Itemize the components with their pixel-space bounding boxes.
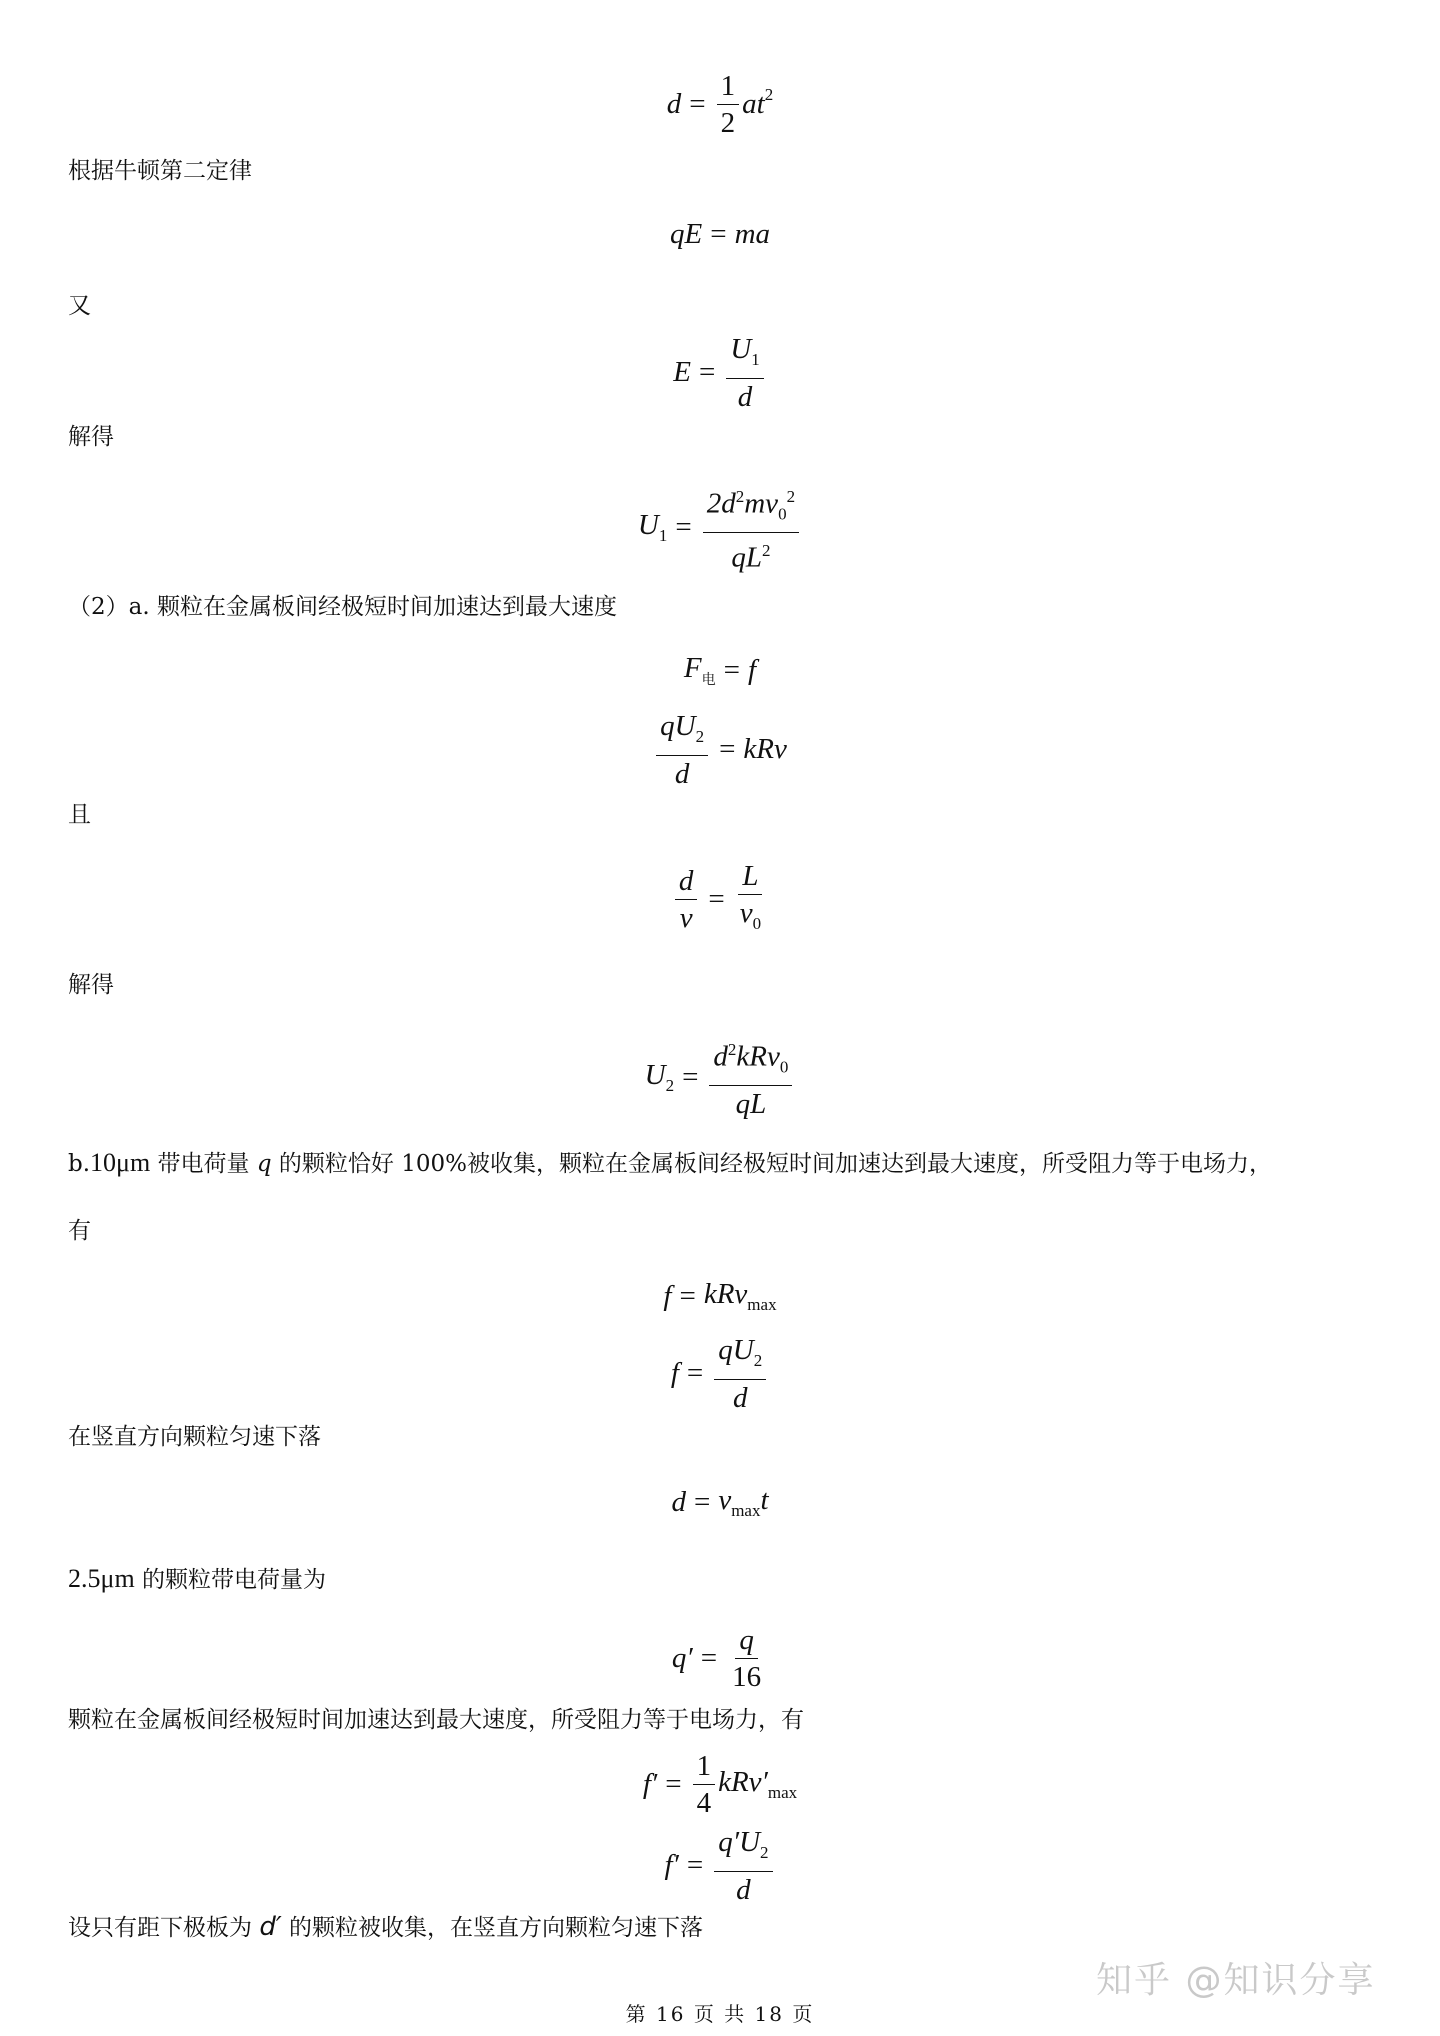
text-collected-particles: 设只有距下极板为 d′ 的颗粒被收集，在竖直方向颗粒匀速下落: [68, 1912, 704, 1942]
text-particle-acceleration: 颗粒在金属板间经极短时间加速达到最大速度，所受阻力等于电场力，有: [68, 1707, 804, 1733]
equation-f-prime-qu2: f′ = $\frac{q'U_2}{d}$: [0, 1826, 1440, 1906]
page-footer: 第 16 页 共 18 页: [625, 2002, 815, 2026]
equation-f-qu2: f = $\frac{qU_2}{d}$: [0, 1334, 1440, 1414]
text-small-particle: 2.5μm 的颗粒带电荷量为: [68, 1564, 326, 1593]
text-part-2a: （2）a. 颗粒在金属板间经极短时间加速达到最大速度: [68, 594, 617, 620]
text-newton-law: 根据牛顿第二定律: [68, 158, 252, 184]
zhihu-watermark: 知乎 @知识分享: [1096, 1960, 1376, 2001]
text-part-b: b.10μm 带电荷量 q 的颗粒恰好 100%被收集，颗粒在金属板间经极短时间加速达到最大速度，所受阻力等于电场力，: [68, 1148, 1272, 1177]
text-qie: 且: [68, 802, 91, 828]
equation-newton: qE = ma: [669, 218, 771, 250]
text-you-2: 有: [68, 1218, 91, 1244]
text-you: 又: [68, 293, 91, 319]
equation-force-balance: $F_电$ = f: [683, 652, 757, 688]
equation-q-prime: q′ = $\frac{q}{16}$: [671, 1624, 762, 1693]
equation-u1-result: $U_1$ = $\frac{2d^2mv_0^2}{qL^2}$: [0, 481, 1440, 574]
equation-time-ratio: $\frac{d}{v}$ = $\frac{L}{v_0}$: [0, 860, 1440, 940]
text-jiede-1: 解得: [68, 424, 114, 450]
text-vertical-fall-1: 在竖直方向颗粒匀速下落: [68, 1424, 321, 1450]
equation-u2-result: $U_2$ = $\frac{d^2kRv_0}{qL}$: [0, 1034, 1440, 1120]
equation-f-prime-krv: f′ = $\frac{1}{4}$ $kRv'_{max}$: [642, 1750, 798, 1819]
equation-displacement: d = $\frac{1}{2}$ at $^2$: [666, 70, 774, 139]
equation-qu2-krv: $\frac{qU_2}{d}$ = kRv: [0, 710, 1440, 790]
text-jiede-2: 解得: [68, 972, 114, 998]
equation-d-vmax-t: d = $v_{max}t$: [671, 1484, 769, 1520]
equation-field: E = $\frac{U_1}{d}$: [0, 333, 1440, 413]
equation-f-krv: f = kRv$_{max}$: [663, 1278, 777, 1314]
